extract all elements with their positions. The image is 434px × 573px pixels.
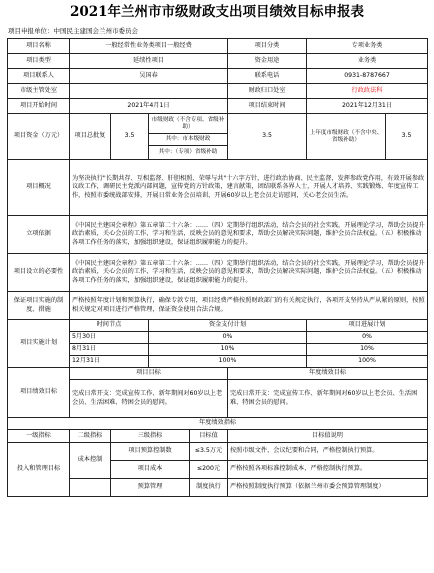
page-title: 2021年兰州市市级财政支出项目绩效目标申报表 [69, 4, 365, 20]
label-lvl3: 三级指标 [111, 430, 190, 443]
plan-fund-2: 10% [149, 344, 307, 356]
label-project-type: 项目类型 [8, 54, 70, 69]
label-progress-plan: 项目进展计划 [307, 320, 428, 332]
label-overview: 项目概况 [8, 160, 70, 216]
indicator-desc-3: 严格按照制度执行预算（依据兰州市委会预算管理制度） [228, 479, 428, 497]
label-budget: 项目资金（万元） [8, 114, 70, 160]
indicator-lvl2-3 [70, 479, 111, 497]
label-plan: 项目实施计划 [8, 320, 70, 368]
indicator-lvl3-1: 项目预算控制数 [111, 443, 190, 461]
label-project-name: 项目名称 [8, 39, 70, 54]
value-dept [70, 84, 228, 99]
value-project-name: 一般经常性业务类项目一般经费 [70, 39, 228, 54]
label-cost-control: 成本控制 [70, 443, 111, 479]
text-basis: 《中国民主建国会章程》第五章第二十六条：……（四）定期举行组织活动，结合会员的社会实践，开展理论学习，帮助会员提升政治素质，关心会员的工作、学习和生活，反映会员的意见和要求，帮助会员解决实际问题，维护会员合法权益。（五）积极推动各项工作任务的落实，加强组织建设，保证组织履职能力的提升。 [70, 216, 428, 254]
label-annual-goal: 年度绩效目标 [228, 368, 428, 380]
label-guarantee: 保证项目实施的制度、措施 [8, 292, 70, 320]
goal-table [7, 38, 428, 497]
label-special: 其中：（专项）省级补助 [149, 146, 228, 160]
text-necessity: 《中国民主建国会章程》第五章第二十六条：……（四）定期举行组织活动，结合会员的社会实践，开展理论学习，帮助会员提升政治素质，关心会员的工作、学习和生活，反映会员的意见和要求，帮助会员解决实际问题，维护会员合法权益。（五）积极推动各项工作任务的落实，加强组织建设，保证组织履职能力的提升。 [70, 254, 428, 292]
value-end-time: 2021年12月31日 [307, 99, 428, 114]
label-necessity: 项目设立的必要性 [8, 254, 70, 292]
value-contact: 吴国春 [70, 69, 228, 84]
value-last-year: 3.5 [386, 114, 428, 160]
label-annual-indicators: 年度绩效指标 [8, 418, 428, 430]
label-lvl1: 一级指标 [8, 430, 70, 443]
value-total-approved: 3.5 [111, 114, 149, 160]
plan-time-3: 12月31日 [70, 356, 149, 368]
plan-progress-3: 100% [307, 356, 428, 368]
label-start-time: 项目开始时间 [8, 99, 70, 114]
indicator-target-1: ≤3.5万元 [190, 443, 228, 461]
label-contact: 项目联系人 [8, 69, 70, 84]
plan-fund-3: 100% [149, 356, 307, 368]
indicator-target-2: ≤200元 [190, 461, 228, 479]
label-time-node: 时间节点 [70, 320, 149, 332]
label-dept: 市级主管处室 [8, 84, 70, 99]
label-project-class: 项目分类 [228, 39, 307, 54]
value-project-type: 延续性项目 [70, 54, 228, 69]
plan-time-2: 8月31日 [70, 344, 149, 356]
label-goals: 项目绩效目标 [8, 368, 70, 418]
label-lvl2: 二级指标 [70, 430, 111, 443]
value-project-class: 专项业务类 [307, 39, 428, 54]
value-fiscal-alloc: 3.5 [228, 114, 307, 160]
plan-fund-1: 0% [149, 332, 307, 344]
label-basis: 立项依据 [8, 216, 70, 254]
indicator-lvl3-2: 项目成本 [111, 461, 190, 479]
label-target-value: 目标值 [190, 430, 228, 443]
label-other: 其中：市本级财政 [149, 134, 228, 146]
label-project-goal: 项目目标 [70, 368, 228, 380]
applicant-unit: 项目申报单位：中国民主建国会兰州市委员会 [8, 27, 138, 35]
label-end-time: 项目结束时间 [228, 99, 307, 114]
label-finance-dept: 财政归口处室 [228, 84, 307, 99]
label-fiscal-alloc: 市级财政（不含专项、省级补助） [149, 114, 228, 134]
plan-time-1: 5月30日 [70, 332, 149, 344]
indicator-lvl3-3: 预算管理 [111, 479, 190, 497]
label-fund-use: 资金用途 [228, 54, 307, 69]
text-project-goal: 完成日常开支：完成宣传工作、新年期间对60岁以上老会员、生活困难、特困会员的慰问。 [70, 380, 228, 418]
label-target-desc: 目标值说明 [228, 430, 428, 443]
text-annual-goal: 完成日常开支：完成宣传工作、新年期间对60岁以上老会员、生活困难、特困会员的慰问。 [228, 380, 428, 418]
indicator-desc-1: 按照市级文件、会议纪要和合同，严格控制执行预算。 [228, 443, 428, 461]
label-phone: 联系电话 [228, 69, 307, 84]
label-last-year: 上年度市级财政（不含中央、省级补助） [307, 114, 386, 160]
label-fund-pay-plan: 资金支付计划 [149, 320, 307, 332]
label-total-approved: 项目总批复 [70, 114, 111, 160]
value-phone: 0931-8787667 [307, 69, 428, 84]
value-fund-use: 业务类 [307, 54, 428, 69]
indicator-target-3: 制度执行 [190, 479, 228, 497]
plan-progress-2: 10% [307, 344, 428, 356]
plan-progress-1: 0% [307, 332, 428, 344]
text-overview: 为坚决执行"长期共存、互相监督、肝胆相照、荣辱与共"十六字方针，进行政治协商、民主监督，发挥参政党作用，有效开展参政议政工作，调研民主党派内部问题，宣传党的方针政策，建言献策，团结联系各界人士，开展人才培养、实践锻炼、年度宣传工作，按照市委统战部安排，开展日常业务会员培训，开展60岁以上老会员走访慰问，关心老会员生活。 [70, 160, 428, 216]
indicator-desc-2: 严格按照各项标准控制成本，严格控制执行预算。 [228, 461, 428, 479]
value-start-time: 2021年4月1日 [70, 99, 228, 114]
text-guarantee: 严格按照年度计划和预算执行，确保专款专用，项目经费严格按照财政部门的有关规定执行，各项开支坚持从严从紧的原则，按照相关规定对项目进行严格管理，保证资金使用合法合规。 [70, 292, 428, 320]
label-input-mgmt: 投入和管理目标 [8, 443, 70, 497]
value-finance-dept: 行政政法科 [307, 84, 428, 99]
form-sheet [7, 38, 427, 497]
